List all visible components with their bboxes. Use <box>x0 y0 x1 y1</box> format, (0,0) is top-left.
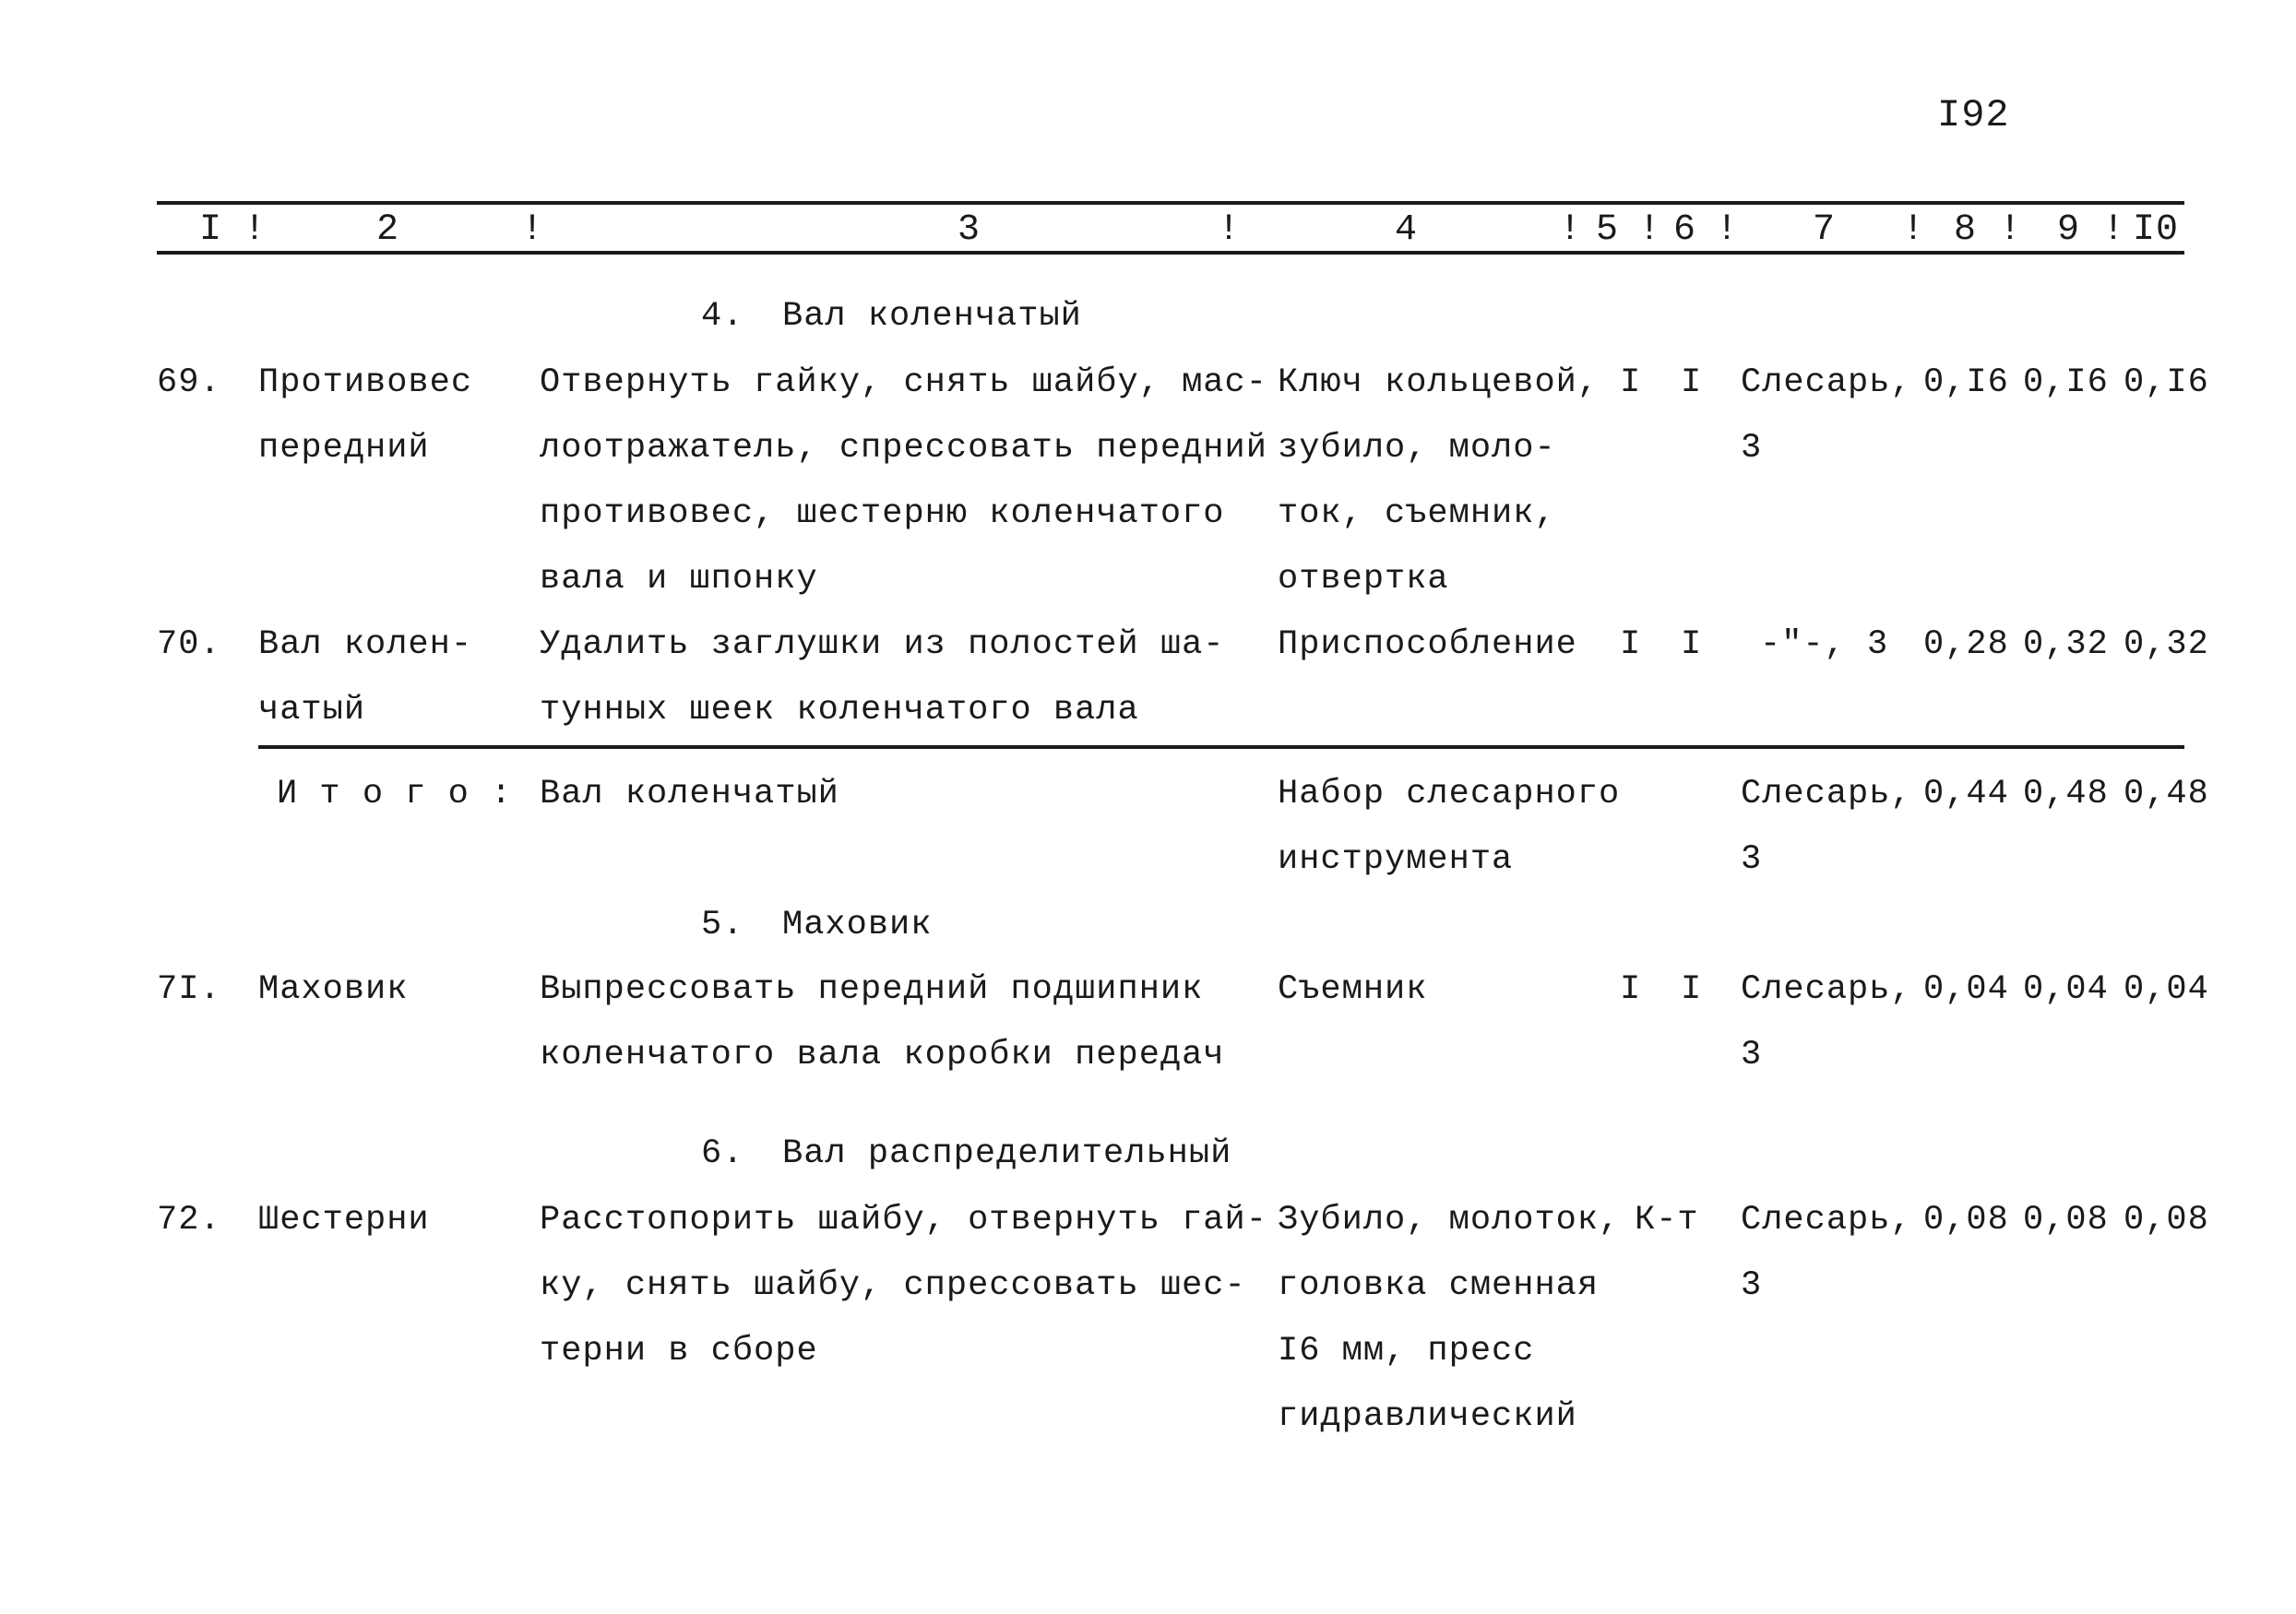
total-label: И т о г о : <box>277 775 513 813</box>
col-sep-9: ! <box>2102 209 2126 251</box>
col-header-6: 6 <box>1673 209 1697 251</box>
page-number: I92 <box>1937 93 2010 137</box>
row-worker: -"-, 3 <box>1760 625 1889 664</box>
row-col9: 0,04 <box>2023 970 2109 1009</box>
row-tools: Приспособление <box>1278 625 1577 664</box>
row-description: Удалить заглушки из полостей ша- тунных шеек коленчатого вала <box>540 625 1225 730</box>
total-description: Вал коленчатый <box>540 775 839 813</box>
row-col5-6: К-т <box>1635 1201 1699 1240</box>
col-header-5: 5 <box>1596 209 1620 251</box>
row-col8: 0,04 <box>1923 970 2009 1009</box>
row-col8: 0,I6 <box>1923 363 2009 402</box>
total-col8: 0,44 <box>1923 775 2009 813</box>
total-col9: 0,48 <box>2023 775 2109 813</box>
col-sep-6: ! <box>1716 209 1740 251</box>
col-header-3: 3 <box>958 209 981 251</box>
row-col9: 0,08 <box>2023 1201 2109 1240</box>
row-col8: 0,28 <box>1923 625 2009 664</box>
col-sep-2: ! <box>521 209 545 251</box>
row-col5: I <box>1620 625 1642 664</box>
col-sep-3: ! <box>1218 209 1242 251</box>
section-4-number: 4. <box>701 297 744 336</box>
row-number: 7I. <box>157 970 221 1009</box>
row-col9: 0,32 <box>2023 625 2109 664</box>
total-col10: 0,48 <box>2124 775 2209 813</box>
col-sep-8: ! <box>1999 209 2023 251</box>
section-5-number: 5. <box>701 906 744 944</box>
col-header-10: I0 <box>2133 209 2180 251</box>
col-sep-1: ! <box>244 209 268 251</box>
row-col10: 0,32 <box>2124 625 2209 664</box>
row-description: Выпрессовать передний подшипник коленчатого вала коробки передач <box>540 970 1225 1074</box>
row-name: Маховик <box>258 970 409 1009</box>
row-number: 72. <box>157 1201 221 1240</box>
row-worker: Слесарь, 3 <box>1741 363 1912 468</box>
row-description: Отвернуть гайку, снять шайбу, мас- лоотражатель, спрессовать передний противовес, шестерню коленчатого вала и шпонку <box>540 363 1267 599</box>
row-name: Вал колен- чатый <box>258 625 473 730</box>
section-4-title: Вал коленчатый <box>782 297 1082 336</box>
row-tools: Зубило, молоток, головка сменная I6 мм, пресс гидравлический <box>1278 1201 1621 1436</box>
row-worker: Слесарь, 3 <box>1741 1201 1912 1305</box>
row-col6: I <box>1681 363 1703 402</box>
row-col9: 0,I6 <box>2023 363 2109 402</box>
row-col5: I <box>1620 970 1642 1009</box>
row-tools: Съемник <box>1278 970 1428 1009</box>
row-col10: 0,08 <box>2124 1201 2209 1240</box>
row-worker: Слесарь, 3 <box>1741 970 1912 1074</box>
row-col10: 0,04 <box>2124 970 2209 1009</box>
row-name: Шестерни <box>258 1201 430 1240</box>
section-6-title: Вал распределительный <box>782 1134 1232 1173</box>
section-5-title: Маховик <box>782 906 933 944</box>
total-worker: Слесарь, 3 <box>1741 775 1912 879</box>
row-tools: Ключ кольцевой, зубило, моло- ток, съемник, отвертка <box>1278 363 1600 599</box>
row-description: Расстопорить шайбу, отвернуть гай- ку, снять шайбу, спрессовать шес- терни в сборе <box>540 1201 1267 1371</box>
row-name: Противовес передний <box>258 363 473 468</box>
header-top-rule <box>157 201 2184 205</box>
col-header-8: 8 <box>1954 209 1978 251</box>
col-sep-7: ! <box>1902 209 1926 251</box>
col-sep-4: ! <box>1559 209 1583 251</box>
col-header-1: I <box>199 209 223 251</box>
row-col5: I <box>1620 363 1642 402</box>
row-number: 69. <box>157 363 221 402</box>
col-header-7: 7 <box>1813 209 1837 251</box>
col-header-4: 4 <box>1395 209 1419 251</box>
header-bottom-rule <box>157 251 2184 255</box>
row-col6: I <box>1681 625 1703 664</box>
total-tools: Набор слесарного инструмента <box>1278 775 1621 879</box>
col-header-9: 9 <box>2057 209 2081 251</box>
section-6-number: 6. <box>701 1134 744 1173</box>
row-col8: 0,08 <box>1923 1201 2009 1240</box>
col-header-2: 2 <box>376 209 400 251</box>
col-sep-5: ! <box>1638 209 1662 251</box>
row-col10: 0,I6 <box>2124 363 2209 402</box>
row-number: 70. <box>157 625 221 664</box>
row-col6: I <box>1681 970 1703 1009</box>
total-separator-rule <box>258 745 2184 749</box>
